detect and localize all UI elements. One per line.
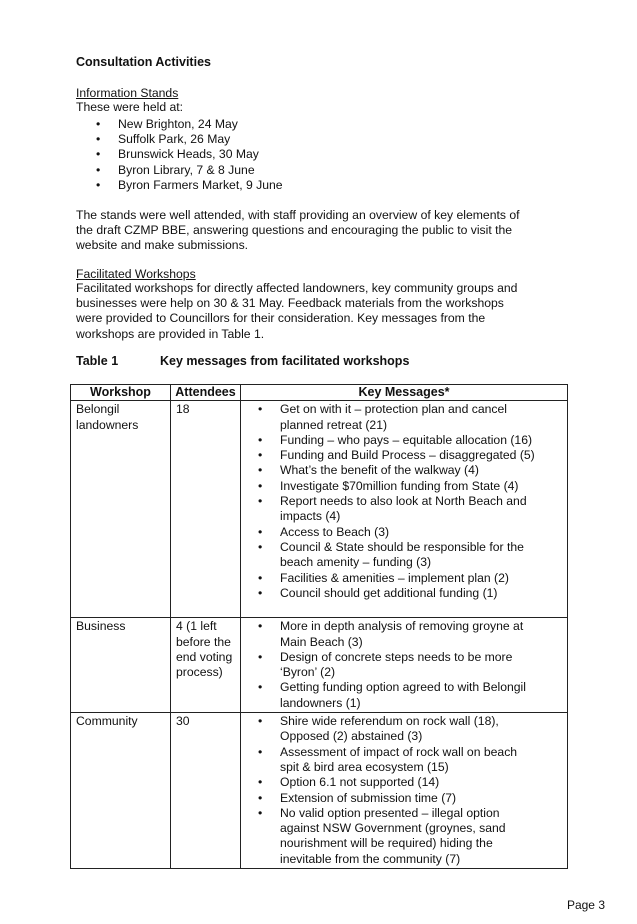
message-line: landowners (1) xyxy=(280,695,361,710)
text-line: were provided to Councillors for their consideration. Key messages from the xyxy=(76,311,486,326)
key-messages-list xyxy=(246,619,562,711)
list-item xyxy=(258,745,562,776)
list-item xyxy=(258,775,562,790)
header-workshop: Workshop xyxy=(71,385,171,401)
list-item xyxy=(258,479,562,494)
page-number: Page 3 xyxy=(566,898,605,912)
workshops-title: Facilitated Workshops xyxy=(76,267,196,281)
text-line: website and make submissions. xyxy=(76,238,249,253)
message-line: • Access to Beach (3) xyxy=(280,524,390,539)
message-line: • Design of concrete steps needs to be more xyxy=(280,649,513,664)
list-item xyxy=(258,791,562,806)
table-row xyxy=(71,401,568,618)
info-stands-title: Information Stands xyxy=(76,86,179,100)
attendees-cell xyxy=(171,401,241,618)
list-item xyxy=(258,402,562,433)
workshop-cell xyxy=(71,618,171,713)
workshop-cell xyxy=(71,713,171,869)
key-messages-list xyxy=(246,714,562,867)
message-line: Main Beach (3) xyxy=(280,634,363,649)
message-line: • Extension of submission time (7) xyxy=(280,790,457,805)
message-line: nourishment will be required) hiding the xyxy=(280,836,493,851)
key-messages-cell xyxy=(241,618,568,713)
list-item xyxy=(258,806,562,867)
message-line: • Getting funding option agreed to with Belongil xyxy=(280,680,526,695)
header-key-messages: Key Messages* xyxy=(241,385,568,401)
key-messages-table xyxy=(70,384,568,869)
cell-line: 30 xyxy=(176,714,190,729)
section-heading: Consultation Activities xyxy=(76,55,211,69)
text-line: businesses were help on 30 & 31 May. Feedback materials from the workshops xyxy=(76,296,504,311)
info-stands-list xyxy=(96,117,283,193)
cell-line: process) xyxy=(176,665,223,680)
message-line: • No valid option presented – illegal option xyxy=(280,805,500,820)
list-item: • Byron Farmers Market, 9 June xyxy=(96,178,283,193)
text-line: workshops are provided in Table 1. xyxy=(76,326,265,341)
key-messages-cell xyxy=(241,713,568,869)
cell-line: 18 xyxy=(176,402,190,417)
key-messages-cell xyxy=(241,401,568,618)
message-line: • Facilities & amenities – implement plan (2) xyxy=(280,570,509,585)
table-row xyxy=(71,713,568,869)
message-line: against NSW Government (groynes, sand xyxy=(280,821,506,836)
cell-line: end voting xyxy=(176,649,233,664)
message-line: • Shire wide referendum on rock wall (18), xyxy=(280,714,499,729)
header-attendees: Attendees xyxy=(171,385,241,401)
list-item: • Suffolk Park, 26 May xyxy=(96,132,283,147)
table-row xyxy=(71,618,568,713)
list-item: • Byron Library, 7 & 8 June xyxy=(96,163,283,178)
list-item xyxy=(258,448,562,463)
list-item xyxy=(258,463,562,478)
list-item xyxy=(258,586,562,601)
list-item xyxy=(258,619,562,650)
message-line: • Report needs to also look at North Beach and xyxy=(280,494,527,509)
table-title: Key messages from facilitated workshops xyxy=(160,354,410,368)
key-messages-list xyxy=(246,402,562,601)
list-item xyxy=(258,571,562,586)
message-line: • Funding – who pays – equitable allocation (16) xyxy=(280,432,533,447)
message-line: Opposed (2) abstained (3) xyxy=(280,729,423,744)
attendees-cell xyxy=(171,618,241,713)
message-line: ‘Byron’ (2) xyxy=(280,665,336,680)
text-line: Facilitated workshops for directly affected landowners, key community groups and xyxy=(76,281,518,295)
list-item xyxy=(258,680,562,711)
table-caption xyxy=(76,354,409,368)
message-line: • Assessment of impact of rock wall on beach xyxy=(280,744,518,759)
message-line: planned retreat (21) xyxy=(280,417,388,432)
list-item xyxy=(258,433,562,448)
info-stands-summary xyxy=(76,208,576,254)
message-line: • Funding and Build Process – disaggregated (5) xyxy=(280,448,535,463)
cell-line: Community xyxy=(76,714,138,729)
message-line: impacts (4) xyxy=(280,509,341,524)
text-line: the draft CZMP BBE, answering questions and encouraging the public to visit the xyxy=(76,223,513,238)
list-item xyxy=(258,540,562,571)
text-line: The stands were well attended, with staff providing an overview of key elements of xyxy=(76,208,520,222)
cell-line: 4 (1 left xyxy=(176,619,217,634)
attendees-cell xyxy=(171,713,241,869)
cell-line: Business xyxy=(76,619,126,634)
list-item: • New Brighton, 24 May xyxy=(96,117,283,132)
message-line: • Get on with it – protection plan and cancel xyxy=(280,402,507,417)
message-line: beach amenity – funding (3) xyxy=(280,555,432,570)
message-line: • More in depth analysis of removing groyne at xyxy=(280,619,524,634)
list-item: • Brunswick Heads, 30 May xyxy=(96,147,283,162)
table-header-row xyxy=(71,385,568,401)
message-line: • Council & State should be responsible for the xyxy=(280,539,524,554)
list-item xyxy=(258,714,562,745)
list-item xyxy=(258,525,562,540)
cell-line: Belongil xyxy=(76,402,120,417)
workshops-paragraph xyxy=(76,281,576,342)
message-line: spit & bird area ecosystem (15) xyxy=(280,759,449,774)
workshop-cell xyxy=(71,401,171,618)
message-line: • Option 6.1 not supported (14) xyxy=(280,775,440,790)
table-label: Table 1 xyxy=(76,354,119,368)
list-item xyxy=(258,494,562,525)
info-stands-intro: These were held at: xyxy=(76,100,184,114)
message-line: • What’s the benefit of the walkway (4) xyxy=(280,463,479,478)
message-line: inevitable from the community (7) xyxy=(280,851,461,866)
list-item xyxy=(258,650,562,681)
cell-line: before the xyxy=(176,634,231,649)
message-line: • Investigate $70million funding from State (4) xyxy=(280,478,519,493)
cell-line: landowners xyxy=(76,417,139,432)
message-line: • Council should get additional funding (1) xyxy=(280,585,498,600)
